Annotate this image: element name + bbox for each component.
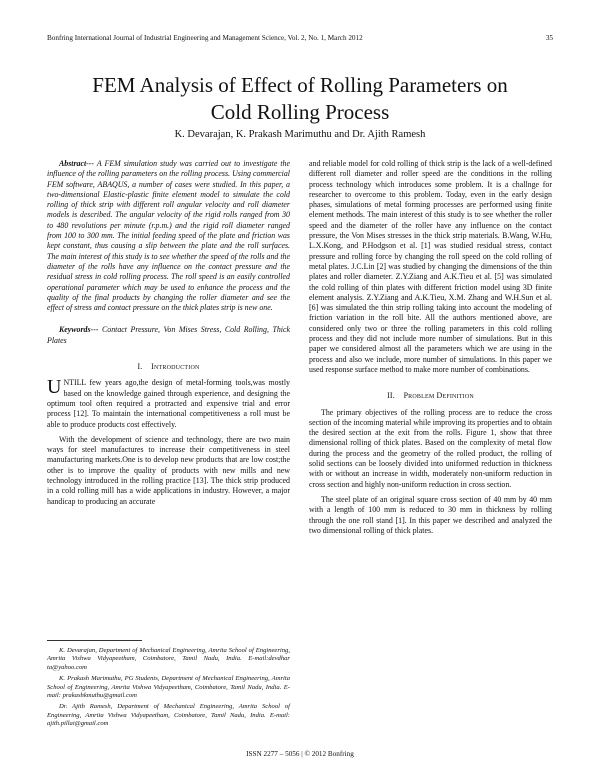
footnote-author-3: Dr. Ajith Ramesh, Department of Mechanical Engineering, Amrita School of Engineering, Amrita Vishwa Vidyapeetham, Coimbatore, Tamil Nadu, India. E-mail: ajith.pillai@gmail.com (47, 703, 290, 728)
section-title-text: Problem Definition (403, 391, 474, 401)
keywords (47, 325, 290, 346)
page-number: 35 (545, 34, 553, 42)
abstract-text: A FEM simulation study was carried out to investigate the influence of the rolling parameters on the rolling process. Using commercial FEM software, ABAQUS, a number of cases were studied. In this paper, a two-dimensional Elastic-plastic finite element model to simulate the cold rolling of thick strip with different roll angular velocity and roll diameter models is described. The angular velocity of the rigid rolls ranged from 30 to 480 revolutions per minute (r.p.m.) and the rigid roll diameter ranged from 100 to 300 mm. The initial feeding speed of the plate and friction was kept constant, thus causing a slip between the plate and the roll surfaces. The main interest of this study is to see whether the speed of the rolls and the diameter of the rolls have any influence on the contact pressure and the residual stress in cold rolling process. The roll speed is an easily controlled operational parameter which may be used to enhance the process and the quality of the final products by changing the roller diameter and see the effect of stress and contact pressure on the thick plates strip is new one. (47, 159, 290, 313)
section-heading-introduction (47, 362, 290, 372)
keywords-label: Keywords--- (59, 325, 99, 335)
title-line-1: FEM Analysis of Effect of Rolling Parameters on (92, 73, 508, 97)
intro-paragraph-3: and reliable model for cold rolling of thick strip is the lack of a well-defined different roll diameter and roller speed are the conditions in the rolling process technology which introduces some problem. It is a challnge for researcher to overcome to this problem. Today, even in the early design phases, simulations of metal forming processes are performed using finite element methods. The main interest of this study is to see whether the roller speed and the diameter of the roller have any influence on the contact pressure, the Von Mises stresses in the thick strip materials. B.Wang, W.Hu, L.X.Kong, and P.Hodgson et al. [1] was studied residual stress, contact pressure and rolling force by changing the roll speed on the cold rolling of metal plates. J.C.Lin [2] was studied by changing the dimensions of the thin plates and roller diameter. Z.Y.Ziang and A.K.Tieu et al. [5] was simulated the cold rolling of thin plates with different friction model using 3D finite element analysis. Z.Y.Ziang and A.K.Tieu, X.M. Zhang and W.H.Sun et al. [6] was simulated the thin strip rolling taking into account the modeling of friction variation in the roll bite. All the authors mentioned above, are considered only two or three the rolling parameters in this cold rolling process and they did not include more number of simulations. But in this paper we considered almost all the parameters which we are using in the process and also we include, more number of simulations. In this paper we used response surface method to make more number of combinations. (309, 159, 552, 374)
problem-paragraph-1: The primary objectives of the rolling process are to reduce the cross section of the incoming material while improving its properties and to obtain the desired section at the exit from the rolls. Figure 1, show that three dimensional rolling of thick plates. Based on the complexity of metal flow during the process and the geometry of the rolled product, the rolling of solid sections can be loosely divided into uniformed reduction in thickness with or without an increase in width, moderately non-uniform reduction in cross section and highly non-uniform reduction in cross section. (309, 407, 552, 489)
right-column (309, 159, 552, 541)
problem-paragraph-2: The steel plate of an original square cross section of 40 mm by 40 mm with a length of 100 mm is reduced to 30 mm in thickness by rolling through the one roll stand [1]. In this paper we described and analyzed the two dimensional rolling of thick plates. (309, 494, 552, 535)
page-footer: ISSN 2277 – 5056 | © 2012 Bonfring (246, 750, 354, 758)
author-list: K. Devarajan, K. Prakash Marimuthu and Dr. Ajith Ramesh (174, 129, 426, 140)
title-line-2: Cold Rolling Process (210, 100, 390, 124)
section-heading-problem-definition (309, 391, 552, 401)
drop-cap: U (47, 376, 62, 399)
paper-title (40, 72, 560, 126)
author-footnotes (47, 640, 290, 732)
intro-paragraph-1-text: NTILL few years ago,the design of metal-forming tools,was mostly based on the knowledge gained through experience, and designing the optimum tool often required a protracted and expensive trial and error process [12]. To maintain the international competitiveness a roll must be able to produce products cost effectively. (47, 378, 290, 429)
intro-paragraph-2: With the development of science and technology, there are two main ways for steel manufactures to increase their competitiveness in steel manufacturing markets.One is to develop new products that are low cost;the other is to improve the quality of products with new mills and new technology introduced in the rolling practice [13]. The thick strip produced in a cold rolling mill has a wide applications in industry. However, a major handicap to producing an accurate (47, 434, 290, 506)
footnote-rule (47, 640, 142, 641)
running-header (47, 34, 553, 42)
intro-paragraph-1 (47, 378, 290, 429)
keywords-text: Contact Pressure, Von Mises Stress, Cold Rolling, Thick Plates (47, 325, 290, 345)
section-numeral: I. (137, 362, 143, 372)
footnote-author-1: K. Devarajan, Department of Mechanical Engineering, Amrita School of Engineering, Amrita Vishwa Vidyapeetham, Coimbatore, Tamil Nadu, India. E-mail:devdhar ta@yahoo.com (47, 647, 290, 671)
footnote-author-2: K. Prakash Marimuthu, PG Students, Department of Mechanical Engineering, Amrita School of Engineering, Amrita Vishwa Vidyapeetham, Coimbatore, Tamil Nadu, India. E-mail: prakashkmuthu@gmail.com (47, 675, 290, 700)
section-title-text: Introduction (151, 362, 200, 372)
journal-citation: Bonfring International Journal of Industrial Engineering and Management Science, Vol. 2, No. 1, March 2012 (47, 34, 363, 42)
abstract (47, 159, 290, 313)
left-column (47, 159, 290, 512)
section-numeral: II. (387, 391, 395, 401)
abstract-label: Abstract--- (59, 159, 95, 168)
